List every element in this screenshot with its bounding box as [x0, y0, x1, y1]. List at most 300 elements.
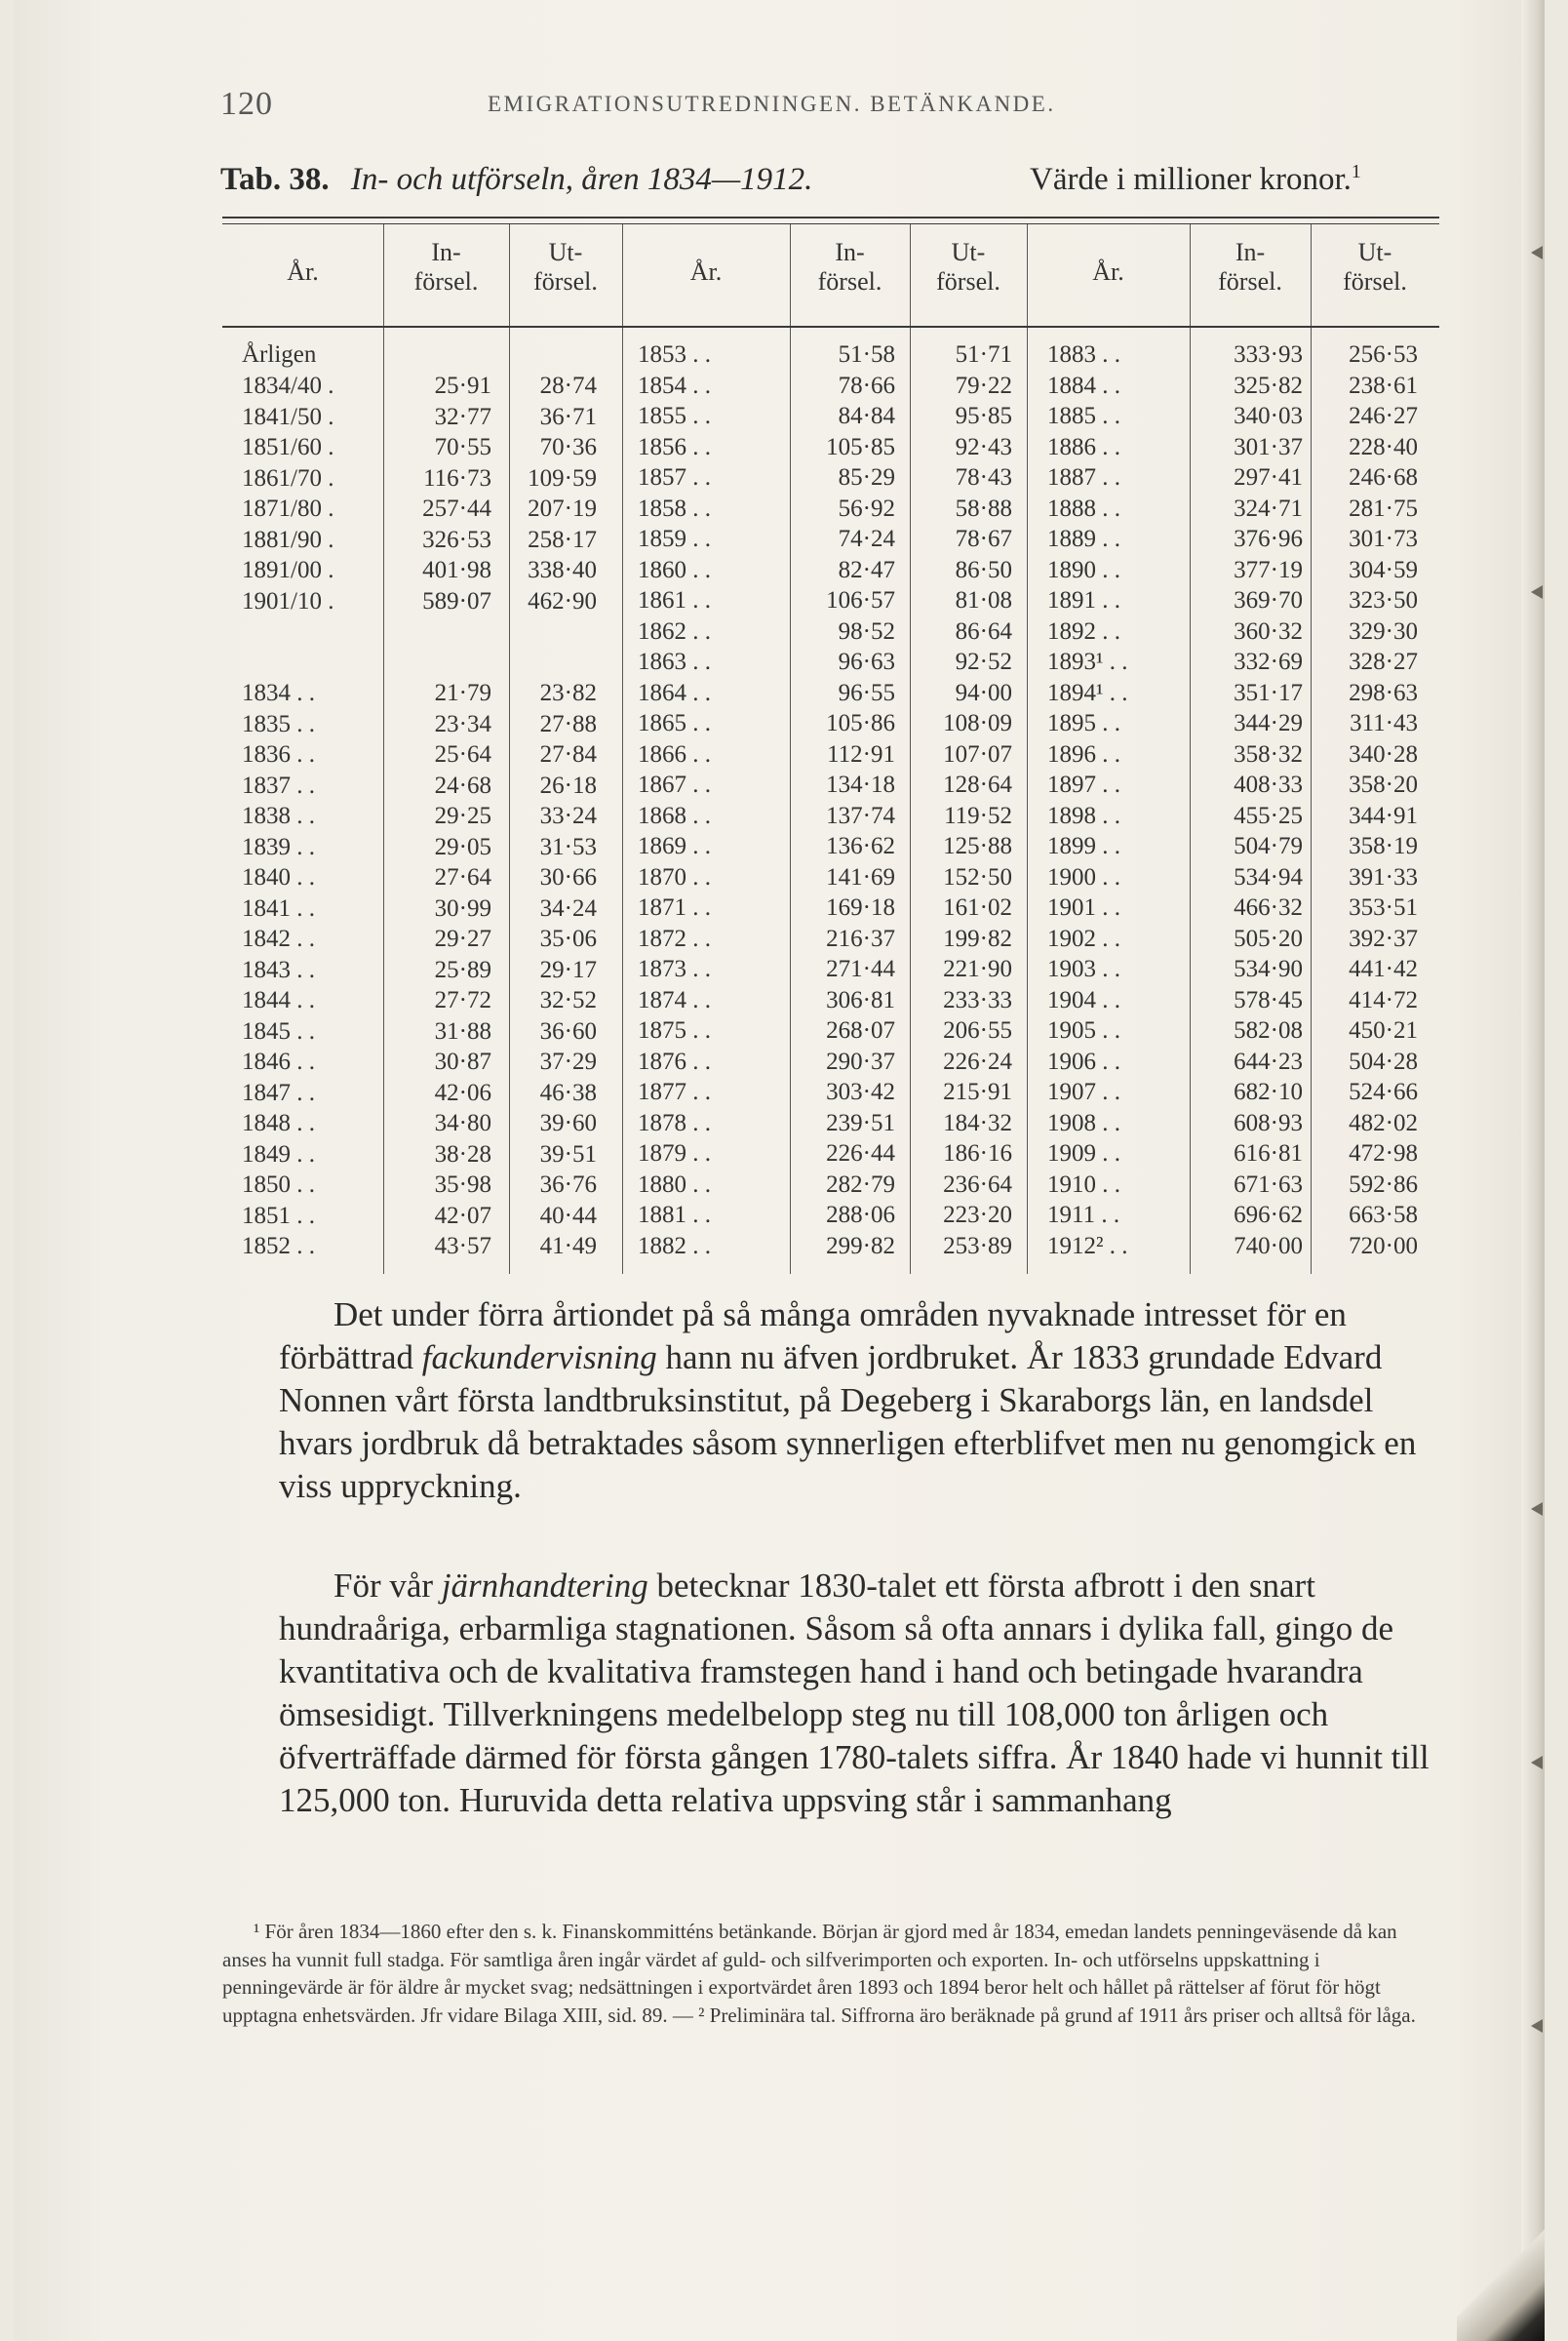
inforsel-cell: 332·69 — [1234, 649, 1303, 675]
inforsel-cell: 360·32 — [1234, 617, 1303, 645]
column-divider — [383, 328, 384, 1274]
inforsel-cell: 401·98 — [422, 557, 491, 583]
utforsel-cell: 186·16 — [943, 1140, 1012, 1167]
table-header-row — [222, 224, 1439, 326]
utforsel-cell: 95·85 — [955, 403, 1012, 429]
inforsel-cell: 35·98 — [434, 1171, 491, 1198]
year-cell: 1881/90 . — [242, 526, 334, 553]
utforsel-cell: 94·00 — [955, 679, 1012, 706]
utforsel-cell: 30·66 — [539, 864, 597, 891]
year-cell: 1857 . . — [638, 464, 711, 491]
year-cell: 1871 . . — [638, 894, 711, 921]
inforsel-cell: 534·90 — [1234, 956, 1303, 982]
year-cell: 1834/40 . — [242, 373, 334, 399]
utforsel-cell: 258·17 — [528, 526, 597, 553]
utforsel-cell: 92·43 — [955, 433, 1012, 460]
year-cell: 1837 . . — [242, 772, 315, 799]
year-cell: 1834 . . — [242, 680, 315, 706]
utforsel-cell: 338·40 — [528, 557, 597, 583]
year-cell: 1871/80 . — [242, 496, 334, 522]
inforsel-cell: 696·62 — [1234, 1202, 1303, 1228]
utforsel-header: Ut- försel. — [1343, 238, 1407, 296]
inforsel-cell: 25·89 — [434, 956, 491, 983]
utforsel-cell: 414·72 — [1349, 986, 1418, 1013]
inforsel-cell: 616·81 — [1234, 1140, 1303, 1167]
year-cell: 1885 . . — [1047, 403, 1120, 429]
year-cell: 1896 . . — [1047, 740, 1120, 768]
inforsel-cell: 27·64 — [434, 864, 491, 891]
utforsel-cell: 79·22 — [955, 372, 1012, 399]
column-divider — [509, 224, 510, 326]
body-paragraph-2 — [279, 1565, 1435, 1822]
utforsel-cell: 33·24 — [539, 803, 597, 829]
column-divider — [1190, 328, 1191, 1274]
footnote — [222, 1918, 1436, 2029]
inforsel-cell: 268·07 — [826, 1017, 895, 1044]
inforsel-header: In- försel. — [1218, 238, 1282, 296]
utforsel-cell: 298·63 — [1349, 679, 1418, 706]
inforsel-cell: 333·93 — [1234, 341, 1303, 368]
inforsel-cell: 96·55 — [838, 679, 895, 706]
year-cell: 1865 . . — [638, 710, 711, 736]
utforsel-cell: 51·71 — [955, 341, 1012, 368]
inforsel-cell: 351·17 — [1234, 679, 1303, 706]
inforsel-cell: 43·57 — [434, 1233, 491, 1259]
year-cell: 1842 . . — [242, 926, 315, 952]
inforsel-cell: 376·96 — [1234, 526, 1303, 552]
year-cell: 1882 . . — [638, 1232, 711, 1259]
year-cell: 1887 . . — [1047, 464, 1120, 491]
year-cell: 1907 . . — [1047, 1079, 1120, 1105]
utforsel-cell: 28·74 — [539, 373, 597, 399]
inforsel-cell: 682·10 — [1234, 1079, 1303, 1105]
year-cell: 1909 . . — [1047, 1140, 1120, 1167]
text-run: betecknar 1830-talet ett första afbrott i den snart hundraåriga, erbarmliga stagnationen. Såsom så ofta annars i dylika fall, gingo de kvantitativa och de kvalitativa framstegen hand i hand och betingade hvarandra ömsesidigt. Tillverkningens medelbelopp steg nu till 108,000 ton årligen och öfverträffade därmed för första gången 1780-talets siffra. År 1840 hade vi hunnit till 125,000 ton. Huruvida detta relativa uppsving står i sammanhang — [279, 1567, 1430, 1819]
year-cell: 1868 . . — [638, 802, 711, 829]
inforsel-cell: 24·68 — [434, 772, 491, 799]
utforsel-cell: 304·59 — [1349, 556, 1418, 583]
inforsel-cell: 34·80 — [434, 1110, 491, 1136]
data-table — [222, 217, 1439, 1274]
inforsel-cell: 297·41 — [1234, 464, 1303, 491]
edge-tab-marker — [1531, 585, 1543, 599]
utforsel-cell: 31·53 — [539, 833, 597, 860]
page-number: 120 — [220, 86, 273, 122]
edge-tab-marker — [1531, 1756, 1543, 1769]
utforsel-cell: 40·44 — [539, 1202, 597, 1229]
running-header — [0, 86, 1568, 125]
inforsel-cell: 290·37 — [826, 1048, 895, 1075]
inforsel-cell: 505·20 — [1234, 925, 1303, 952]
inforsel-cell: 671·63 — [1234, 1170, 1303, 1198]
year-cell: 1890 . . — [1047, 556, 1120, 583]
utforsel-cell: 27·84 — [539, 741, 597, 768]
inforsel-cell: 38·28 — [434, 1140, 491, 1168]
year-cell: 1877 . . — [638, 1079, 711, 1105]
year-cell: 1906 . . — [1047, 1048, 1120, 1075]
inforsel-cell: 324·71 — [1234, 495, 1303, 522]
utforsel-cell: 46·38 — [539, 1079, 597, 1106]
year-cell: 1861 . . — [638, 587, 711, 614]
utforsel-cell: 92·52 — [955, 649, 1012, 675]
year-cell: 1854 . . — [638, 372, 711, 399]
year-cell: 1864 . . — [638, 679, 711, 706]
inforsel-cell: 30·87 — [434, 1049, 491, 1075]
edge-tab-marker — [1531, 246, 1543, 259]
inforsel-cell: 141·69 — [826, 863, 895, 891]
column-divider — [509, 328, 510, 1274]
utforsel-cell: 720·00 — [1349, 1232, 1418, 1259]
year-cell: 1886 . . — [1047, 433, 1120, 460]
italic-term: järnhandtering — [441, 1567, 648, 1605]
column-divider — [1190, 224, 1191, 326]
year-cell: 1912² . . — [1047, 1232, 1128, 1259]
inforsel-cell: 239·51 — [826, 1109, 895, 1136]
utforsel-cell: 592·86 — [1349, 1170, 1418, 1198]
utforsel-cell: 256·53 — [1349, 341, 1418, 368]
utforsel-cell: 70·36 — [539, 434, 597, 460]
year-cell: 1846 . . — [242, 1049, 315, 1075]
inforsel-cell: 299·82 — [826, 1232, 895, 1259]
utforsel-cell: 504·28 — [1349, 1048, 1418, 1075]
column-divider — [910, 328, 911, 1274]
column-divider — [1027, 328, 1028, 1274]
utforsel-header: Ut- försel. — [533, 238, 598, 296]
year-cell: 1873 . . — [638, 956, 711, 982]
year-cell: 1851/60 . — [242, 434, 334, 460]
year-header: År. — [287, 258, 319, 286]
year-cell: 1889 . . — [1047, 526, 1120, 552]
inforsel-cell: 84·84 — [838, 403, 895, 429]
year-cell: 1874 . . — [638, 986, 711, 1013]
year-cell: 1855 . . — [638, 403, 711, 429]
inforsel-cell: 504·79 — [1234, 833, 1303, 859]
year-cell: 1872 . . — [638, 925, 711, 952]
body-paragraph-1 — [279, 1293, 1435, 1508]
year-cell: 1839 . . — [242, 833, 315, 860]
inforsel-cell: 589·07 — [422, 587, 491, 615]
table-subtitle-wrap — [1030, 162, 1361, 198]
year-cell: 1895 . . — [1047, 710, 1120, 736]
inforsel-cell: 226·44 — [826, 1140, 895, 1167]
utforsel-cell: 340·28 — [1349, 740, 1418, 768]
utforsel-cell: 663·58 — [1349, 1202, 1418, 1228]
utforsel-cell: 450·21 — [1349, 1017, 1418, 1044]
utforsel-cell: 482·02 — [1349, 1109, 1418, 1136]
utforsel-cell: 221·90 — [943, 956, 1012, 982]
inforsel-cell: 25·91 — [434, 373, 491, 399]
utforsel-cell: 29·17 — [539, 956, 597, 983]
inforsel-cell: 23·34 — [434, 710, 491, 737]
inforsel-cell: 608·93 — [1234, 1109, 1303, 1136]
inforsel-cell: 70·55 — [434, 434, 491, 460]
inforsel-cell: 301·37 — [1234, 433, 1303, 460]
inforsel-cell: 466·32 — [1234, 894, 1303, 921]
inforsel-header: In- försel. — [413, 238, 479, 296]
inforsel-cell: 344·29 — [1234, 710, 1303, 736]
inforsel-header: In- försel. — [817, 238, 882, 296]
group-label-arligen: Årligen — [242, 341, 317, 368]
text-run: Det under förra årtiondet på så många områden nyvaknade intresset för en förbättrad — [279, 1295, 1347, 1376]
table-title: In- och utförseln, åren 1834—1912. — [350, 162, 813, 197]
inforsel-cell: 30·99 — [434, 894, 491, 922]
year-cell: 1888 . . — [1047, 495, 1120, 522]
utforsel-cell: 207·19 — [528, 496, 597, 522]
inforsel-cell: 306·81 — [826, 986, 895, 1013]
year-cell: 1862 . . — [638, 617, 711, 645]
year-cell: 1911 . . — [1047, 1202, 1120, 1228]
utforsel-cell: 125·88 — [943, 833, 1012, 859]
utforsel-cell: 23·82 — [539, 680, 597, 706]
inforsel-cell: 42·06 — [434, 1079, 491, 1106]
utforsel-cell: 301·73 — [1349, 526, 1418, 552]
year-cell: 1841 . . — [242, 894, 315, 922]
column-divider — [790, 328, 791, 1274]
year-cell: 1841/50 . — [242, 403, 334, 430]
table-subtitle: Värde i millioner kronor. — [1030, 162, 1352, 197]
year-cell: 1852 . . — [242, 1233, 315, 1259]
utforsel-cell: 236·64 — [943, 1170, 1012, 1198]
year-cell: 1884 . . — [1047, 372, 1120, 399]
inforsel-cell: 534·94 — [1234, 863, 1303, 891]
inforsel-cell: 358·32 — [1234, 740, 1303, 768]
table-label: Tab. 38. — [220, 162, 330, 197]
utforsel-cell: 41·49 — [539, 1233, 597, 1259]
footnote-ref: 1 — [1351, 161, 1361, 182]
year-cell: 1856 . . — [638, 433, 711, 460]
utforsel-cell: 246·27 — [1349, 403, 1418, 429]
year-cell: 1870 . . — [638, 863, 711, 891]
inforsel-cell: 216·37 — [826, 925, 895, 952]
year-cell: 1840 . . — [242, 864, 315, 891]
inforsel-cell: 582·08 — [1234, 1017, 1303, 1044]
year-cell: 1863 . . — [638, 649, 711, 675]
inforsel-cell: 169·18 — [826, 894, 895, 921]
utforsel-cell: 226·24 — [943, 1048, 1012, 1075]
year-cell: 1898 . . — [1047, 802, 1120, 829]
utforsel-cell: 253·89 — [943, 1232, 1012, 1259]
utforsel-cell: 233·33 — [943, 986, 1012, 1013]
inforsel-cell: 29·27 — [434, 926, 491, 952]
footnote-paragraph — [222, 1918, 1436, 2029]
year-cell: 1879 . . — [638, 1140, 711, 1167]
year-cell: 1880 . . — [638, 1170, 711, 1198]
year-header: År. — [1092, 258, 1124, 286]
utforsel-cell: 32·52 — [539, 987, 597, 1013]
year-cell: 1892 . . — [1047, 617, 1120, 645]
year-cell: 1843 . . — [242, 956, 315, 983]
year-cell: 1897 . . — [1047, 772, 1120, 798]
utforsel-cell: 199·82 — [943, 925, 1012, 952]
utforsel-cell: 215·91 — [943, 1079, 1012, 1105]
column-divider — [1027, 224, 1028, 326]
page-curl-shadow — [1457, 2224, 1545, 2341]
utforsel-cell: 34·24 — [539, 894, 597, 922]
inforsel-cell: 326·53 — [422, 526, 491, 553]
utforsel-cell: 36·60 — [539, 1017, 597, 1045]
year-cell: 1891/00 . — [242, 557, 334, 583]
column-divider — [1311, 224, 1312, 326]
footnote-mark: ¹ — [254, 1920, 260, 1943]
inforsel-cell: 98·52 — [838, 617, 895, 645]
inforsel-cell: 78·66 — [838, 372, 895, 399]
inforsel-cell: 740·00 — [1234, 1232, 1303, 1259]
year-cell: 1853 . . — [638, 341, 711, 368]
utforsel-cell: 58·88 — [955, 495, 1012, 522]
page-edge — [1521, 0, 1545, 2341]
year-cell: 1893¹ . . — [1047, 649, 1128, 675]
inforsel-cell: 105·86 — [826, 710, 895, 736]
year-cell: 1878 . . — [638, 1109, 711, 1136]
utforsel-cell: 228·40 — [1349, 433, 1418, 460]
utforsel-cell: 328·27 — [1349, 649, 1418, 675]
utforsel-cell: 86·64 — [955, 617, 1012, 645]
utforsel-cell: 128·64 — [943, 772, 1012, 798]
utforsel-cell: 78·43 — [955, 464, 1012, 491]
year-cell: 1876 . . — [638, 1048, 711, 1075]
year-cell: 1859 . . — [638, 526, 711, 552]
year-cell: 1901 . . — [1047, 894, 1120, 921]
inforsel-cell: 25·64 — [434, 741, 491, 768]
utforsel-cell: 27·88 — [539, 710, 597, 737]
column-divider — [383, 224, 384, 326]
inforsel-cell: 32·77 — [434, 403, 491, 430]
inforsel-cell: 51·58 — [838, 341, 895, 368]
footnote-text: För åren 1834—1860 efter den s. k. Finanskommitténs betänkande. Början är gjord med år 1834, emedan landets penningeväsende då kan anses ha vunnit full stadga. För samtliga åren ingår värdet af guld- och silfverimporten och exporten. In- och utförselns uppskattning i penningevärde är för äldre år mycket svag; nedsättningen i exportvärdet åren 1893 och 1894 beror helt och hållet på rättelser af förut för högt upptagna enhetsvärden. Jfr vidare Bilaga XIII, sid. 89. — ² Preliminära tal. Siffrorna äro beräknade på grund af 1911 års priser och alltså för låga. — [222, 1920, 1416, 2027]
utforsel-cell: 329·30 — [1349, 617, 1418, 645]
utforsel-cell: 36·71 — [539, 403, 597, 430]
column-divider — [622, 224, 623, 326]
utforsel-cell: 323·50 — [1349, 587, 1418, 614]
inforsel-cell: 31·88 — [434, 1017, 491, 1045]
inforsel-cell: 116·73 — [423, 464, 491, 492]
year-cell: 1901/10 . — [242, 587, 334, 615]
inforsel-cell: 578·45 — [1234, 986, 1303, 1013]
utforsel-cell: 81·08 — [955, 587, 1012, 614]
year-cell: 1891 . . — [1047, 587, 1120, 614]
table-caption — [220, 162, 1430, 198]
year-cell: 1904 . . — [1047, 986, 1120, 1013]
table-rule — [222, 217, 1439, 218]
year-cell: 1905 . . — [1047, 1017, 1120, 1044]
year-cell: 1844 . . — [242, 987, 315, 1013]
year-cell: 1908 . . — [1047, 1109, 1120, 1136]
year-cell: 1866 . . — [638, 740, 711, 768]
utforsel-cell: 152·50 — [943, 863, 1012, 891]
inforsel-cell: 455·25 — [1234, 802, 1303, 829]
year-cell: 1838 . . — [242, 803, 315, 829]
utforsel-cell: 119·52 — [944, 802, 1012, 829]
utforsel-cell: 78·67 — [955, 526, 1012, 552]
year-cell: 1875 . . — [638, 1017, 711, 1044]
inforsel-cell: 271·44 — [826, 956, 895, 982]
year-cell: 1881 . . — [638, 1202, 711, 1228]
year-cell: 1860 . . — [638, 556, 711, 583]
running-title: EMIGRATIONSUTREDNINGEN. BETÄNKANDE. — [488, 92, 1056, 116]
inforsel-cell: 29·05 — [434, 833, 491, 860]
utforsel-cell: 184·32 — [943, 1109, 1012, 1136]
inforsel-cell: 303·42 — [826, 1079, 895, 1105]
text-run: hann nu äfven jordbruket. År 1833 grundade Edvard Nonnen vårt första landtbruksinstitut, på Degeberg i Skaraborgs län, en landsdel hvars jordbruk då betraktades såsom synnerligen efterblifvet men nu genomgick en viss uppryckning. — [279, 1338, 1417, 1505]
inforsel-cell: 112·91 — [827, 740, 895, 768]
year-cell: 1835 . . — [242, 710, 315, 737]
utforsel-cell: 392·37 — [1349, 925, 1418, 952]
inforsel-cell: 282·79 — [826, 1170, 895, 1198]
edge-tab-marker — [1531, 1502, 1543, 1516]
inforsel-cell: 644·23 — [1234, 1048, 1303, 1075]
year-cell: 1847 . . — [242, 1079, 315, 1106]
year-cell: 1836 . . — [242, 741, 315, 768]
utforsel-cell: 246·68 — [1349, 464, 1418, 491]
utforsel-cell: 39·51 — [539, 1140, 597, 1168]
inforsel-cell: 136·62 — [826, 833, 895, 859]
inforsel-cell: 134·18 — [826, 772, 895, 798]
text-run: För vår — [333, 1567, 442, 1605]
edge-tab-marker — [1531, 2019, 1543, 2033]
year-cell: 1869 . . — [638, 833, 711, 859]
inforsel-cell: 369·70 — [1234, 587, 1303, 614]
utforsel-cell: 36·76 — [539, 1171, 597, 1198]
year-cell: 1867 . . — [638, 772, 711, 798]
inforsel-cell: 137·74 — [826, 802, 895, 829]
column-divider — [622, 328, 623, 1274]
year-cell: 1858 . . — [638, 495, 711, 522]
utforsel-cell: 281·75 — [1349, 495, 1418, 522]
column-divider — [910, 224, 911, 326]
table-body — [222, 328, 1439, 1274]
utforsel-cell: 391·33 — [1349, 863, 1418, 891]
year-cell: 1845 . . — [242, 1017, 315, 1045]
utforsel-cell: 358·19 — [1349, 833, 1418, 859]
inforsel-cell: 340·03 — [1234, 403, 1303, 429]
utforsel-cell: 462·90 — [528, 587, 597, 615]
inforsel-cell: 257·44 — [422, 496, 491, 522]
utforsel-cell: 108·09 — [943, 710, 1012, 736]
utforsel-cell: 206·55 — [943, 1017, 1012, 1044]
inforsel-cell: 106·57 — [826, 587, 895, 614]
inforsel-cell: 21·79 — [434, 680, 491, 706]
inforsel-cell: 27·72 — [434, 987, 491, 1013]
year-cell: 1883 . . — [1047, 341, 1120, 368]
inforsel-cell: 29·25 — [434, 803, 491, 829]
utforsel-cell: 344·91 — [1349, 802, 1418, 829]
year-header: År. — [689, 258, 723, 286]
year-cell: 1910 . . — [1047, 1170, 1120, 1198]
inforsel-cell: 42·07 — [434, 1202, 491, 1229]
year-cell: 1851 . . — [242, 1202, 315, 1229]
year-cell: 1903 . . — [1047, 956, 1120, 982]
column-divider — [1311, 328, 1312, 1274]
column-divider — [790, 224, 791, 326]
utforsel-cell: 441·42 — [1349, 956, 1418, 982]
inforsel-cell: 377·19 — [1234, 556, 1303, 583]
year-cell: 1861/70 . — [242, 464, 334, 492]
utforsel-cell: 37·29 — [539, 1049, 597, 1075]
utforsel-header: Ut- försel. — [936, 238, 1000, 296]
year-cell: 1894¹ . . — [1047, 679, 1128, 706]
year-cell: 1899 . . — [1047, 833, 1120, 859]
year-cell: 1849 . . — [242, 1140, 315, 1168]
utforsel-cell: 39·60 — [539, 1110, 597, 1136]
year-cell: 1902 . . — [1047, 925, 1120, 952]
inforsel-cell: 288·06 — [826, 1202, 895, 1228]
utforsel-cell: 524·66 — [1349, 1079, 1418, 1105]
inforsel-cell: 74·24 — [838, 526, 895, 552]
utforsel-cell: 353·51 — [1349, 894, 1418, 921]
inforsel-cell: 105·85 — [826, 433, 895, 460]
utforsel-cell: 358·20 — [1349, 772, 1418, 798]
utforsel-cell: 35·06 — [539, 926, 597, 952]
